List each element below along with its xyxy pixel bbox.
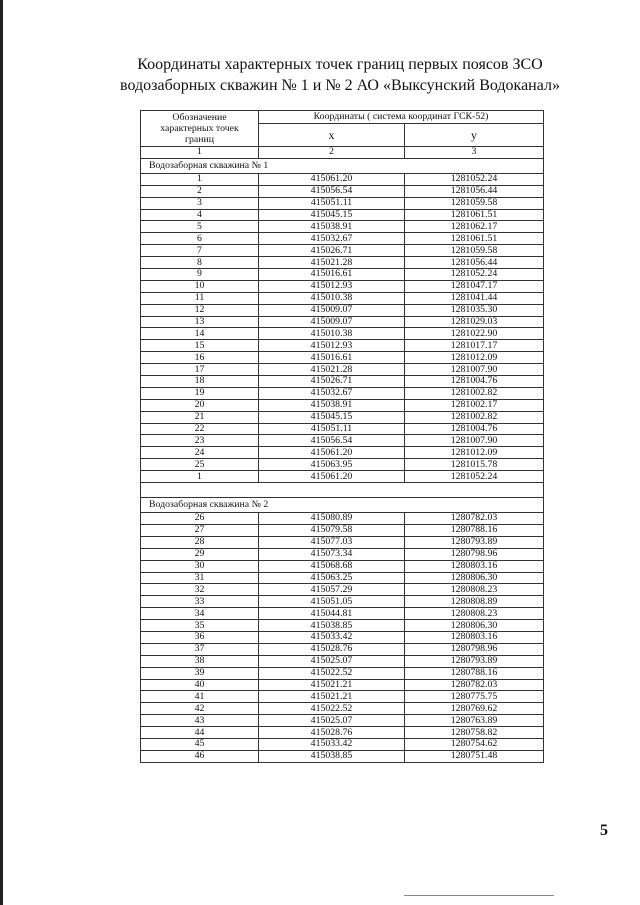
page-number: 5 (600, 822, 608, 839)
y-coordinate-cell: 1281056.44 (405, 185, 544, 197)
point-number-cell: 36 (141, 631, 259, 643)
y-coordinate-cell: 1281002.17 (405, 399, 544, 411)
y-coordinate-cell: 1281052.24 (405, 173, 544, 185)
table-row (141, 423, 544, 435)
title-line-1: Координаты характерных точек границ первых поясов ЗСО (137, 56, 543, 73)
point-number-cell: 17 (141, 364, 259, 376)
point-number-cell: 33 (141, 596, 259, 608)
x-coordinate-cell: 415038.91 (259, 399, 405, 411)
point-number-cell: 39 (141, 667, 259, 679)
table-row (141, 513, 544, 525)
x-coordinate-cell: 415056.54 (259, 185, 405, 197)
y-coordinate-cell: 1281004.76 (405, 423, 544, 435)
point-designation-header: Обозначение характерных точек границ (141, 111, 259, 147)
x-coordinate-cell: 415022.52 (259, 667, 405, 679)
x-coordinate-cell: 415009.07 (259, 304, 405, 316)
table-row (141, 524, 544, 536)
x-coordinate-cell: 415033.42 (259, 738, 405, 750)
x-coordinate-cell: 415063.95 (259, 459, 405, 471)
y-coordinate-cell: 1280788.16 (405, 667, 544, 679)
table-row (141, 292, 544, 304)
column-number-2: 2 (259, 147, 405, 159)
section-gap-cell (141, 483, 544, 498)
y-coordinate-cell: 1280758.82 (405, 727, 544, 739)
x-coordinate-cell: 415063.25 (259, 572, 405, 584)
y-coordinate-cell: 1280782.03 (405, 679, 544, 691)
y-coordinate-cell: 1281061.51 (405, 209, 544, 221)
point-number-cell: 11 (141, 292, 259, 304)
table-row (141, 399, 544, 411)
x-coordinate-cell: 415028.76 (259, 643, 405, 655)
table-row (141, 352, 544, 364)
y-coordinate-cell: 1281062.17 (405, 221, 544, 233)
table-row (141, 280, 544, 292)
x-coordinate-cell: 415077.03 (259, 536, 405, 548)
table-row (141, 316, 544, 328)
table-row (141, 536, 544, 548)
y-coordinate-cell: 1281007.90 (405, 364, 544, 376)
coordinates-table-body (141, 158, 544, 762)
y-coordinate-cell: 1281035.30 (405, 304, 544, 316)
table-row (141, 364, 544, 376)
y-coordinate-cell: 1280806.30 (405, 620, 544, 632)
point-number-cell: 19 (141, 387, 259, 399)
point-number-cell: 18 (141, 376, 259, 388)
table-row (141, 715, 544, 727)
x-coordinate-cell: 415033.42 (259, 631, 405, 643)
point-number-cell: 25 (141, 459, 259, 471)
point-number-cell: 46 (141, 750, 259, 762)
x-coordinate-cell: 415051.05 (259, 596, 405, 608)
point-number-cell: 13 (141, 316, 259, 328)
table-row (141, 679, 544, 691)
x-coordinate-cell: 415032.67 (259, 233, 405, 245)
point-number-cell: 10 (141, 280, 259, 292)
table-row (141, 548, 544, 560)
table-row (141, 376, 544, 388)
point-number-cell: 6 (141, 233, 259, 245)
x-coordinate-cell: 415028.76 (259, 727, 405, 739)
table-row (141, 738, 544, 750)
x-coordinate-cell: 415044.81 (259, 608, 405, 620)
x-coordinate-cell: 415045.15 (259, 411, 405, 423)
point-number-cell: 29 (141, 548, 259, 560)
x-coordinate-cell: 415026.71 (259, 245, 405, 257)
title-line-2: водозаборных скважин № 1 и № 2 АО «Выксунский Водоканал» (120, 77, 560, 94)
x-coordinate-cell: 415057.29 (259, 584, 405, 596)
x-coordinate-cell: 415056.54 (259, 435, 405, 447)
bottom-divider (404, 895, 554, 896)
y-coordinate-cell: 1281052.24 (405, 269, 544, 281)
x-coordinate-cell: 415012.93 (259, 340, 405, 352)
y-coordinate-cell: 1280793.89 (405, 536, 544, 548)
section-title-row (141, 158, 544, 173)
y-coordinate-cell: 1281052.24 (405, 471, 544, 483)
y-coordinate-cell: 1280788.16 (405, 524, 544, 536)
table-row (141, 655, 544, 667)
point-number-cell: 12 (141, 304, 259, 316)
table-row (141, 691, 544, 703)
point-number-cell: 21 (141, 411, 259, 423)
table-row (141, 572, 544, 584)
x-coordinate-cell: 415038.91 (259, 221, 405, 233)
point-number-cell: 37 (141, 643, 259, 655)
point-number-cell: 8 (141, 257, 259, 269)
y-coordinate-cell: 1281012.09 (405, 447, 544, 459)
section-title: Водозаборная скважина № 1 (141, 158, 544, 173)
y-coordinate-cell: 1281004.76 (405, 376, 544, 388)
point-number-cell: 5 (141, 221, 259, 233)
section-title-row (141, 498, 544, 513)
point-number-cell: 32 (141, 584, 259, 596)
x-coordinate-cell: 415051.11 (259, 423, 405, 435)
y-coordinate-cell: 1280763.89 (405, 715, 544, 727)
table-row (141, 435, 544, 447)
y-coordinate-cell: 1280769.62 (405, 703, 544, 715)
point-number-cell: 24 (141, 447, 259, 459)
x-header: x (259, 124, 405, 147)
x-coordinate-cell: 415061.20 (259, 173, 405, 185)
y-header: y (405, 124, 544, 147)
point-number-cell: 40 (141, 679, 259, 691)
point-number-cell: 22 (141, 423, 259, 435)
y-coordinate-cell: 1281002.82 (405, 387, 544, 399)
y-coordinate-cell: 1280793.89 (405, 655, 544, 667)
y-coordinate-cell: 1280754.62 (405, 738, 544, 750)
coordinates-table (140, 110, 544, 763)
point-number-cell: 16 (141, 352, 259, 364)
x-coordinate-cell: 415038.85 (259, 750, 405, 762)
y-coordinate-cell: 1281041.44 (405, 292, 544, 304)
point-number-cell: 2 (141, 185, 259, 197)
section-gap-row (141, 483, 544, 498)
table-row (141, 197, 544, 209)
x-coordinate-cell: 415079.58 (259, 524, 405, 536)
point-number-cell: 3 (141, 197, 259, 209)
x-coordinate-cell: 415026.71 (259, 376, 405, 388)
y-coordinate-cell: 1281056.44 (405, 257, 544, 269)
table-row (141, 643, 544, 655)
table-row (141, 447, 544, 459)
point-number-cell: 9 (141, 269, 259, 281)
table-row (141, 257, 544, 269)
y-coordinate-cell: 1281017.17 (405, 340, 544, 352)
point-number-cell: 4 (141, 209, 259, 221)
table-row (141, 596, 544, 608)
table-row (141, 608, 544, 620)
y-coordinate-cell: 1281029.03 (405, 316, 544, 328)
table-row (141, 703, 544, 715)
y-coordinate-cell: 1281012.09 (405, 352, 544, 364)
x-coordinate-cell: 415016.61 (259, 352, 405, 364)
table-row (141, 459, 544, 471)
table-row (141, 209, 544, 221)
table-row (141, 245, 544, 257)
point-number-cell: 30 (141, 560, 259, 572)
y-coordinate-cell: 1280782.03 (405, 513, 544, 525)
point-number-cell: 14 (141, 328, 259, 340)
y-coordinate-cell: 1280798.96 (405, 643, 544, 655)
table-row (141, 667, 544, 679)
column-number-3: 3 (405, 147, 544, 159)
table-row (141, 620, 544, 632)
point-number-cell: 23 (141, 435, 259, 447)
point-number-cell: 35 (141, 620, 259, 632)
y-coordinate-cell: 1280751.48 (405, 750, 544, 762)
y-coordinate-cell: 1280808.89 (405, 596, 544, 608)
x-coordinate-cell: 415022.52 (259, 703, 405, 715)
x-coordinate-cell: 415016.61 (259, 269, 405, 281)
y-coordinate-cell: 1281007.90 (405, 435, 544, 447)
x-coordinate-cell: 415080.89 (259, 513, 405, 525)
x-coordinate-cell: 415061.20 (259, 447, 405, 459)
table-row (141, 185, 544, 197)
table-row (141, 727, 544, 739)
document-title (110, 54, 570, 96)
point-number-cell: 20 (141, 399, 259, 411)
table-row (141, 221, 544, 233)
coordinate-system-header: Координаты ( система координат ГСК-52) (259, 111, 544, 124)
section-title: Водозаборная скважина № 2 (141, 498, 544, 513)
table-row (141, 560, 544, 572)
x-coordinate-cell: 415021.21 (259, 679, 405, 691)
x-coordinate-cell: 415068.68 (259, 560, 405, 572)
table-row (141, 173, 544, 185)
y-coordinate-cell: 1280803.16 (405, 560, 544, 572)
column-number-1: 1 (141, 147, 259, 159)
y-coordinate-cell: 1280798.96 (405, 548, 544, 560)
x-coordinate-cell: 415051.11 (259, 197, 405, 209)
table-row (141, 328, 544, 340)
table-row (141, 750, 544, 762)
y-coordinate-cell: 1281059.58 (405, 197, 544, 209)
point-number-cell: 31 (141, 572, 259, 584)
x-coordinate-cell: 415010.38 (259, 292, 405, 304)
x-coordinate-cell: 415025.07 (259, 715, 405, 727)
x-coordinate-cell: 415061.20 (259, 471, 405, 483)
y-coordinate-cell: 1281002.82 (405, 411, 544, 423)
point-number-cell: 41 (141, 691, 259, 703)
y-coordinate-cell: 1280803.16 (405, 631, 544, 643)
table-row (141, 471, 544, 483)
point-number-cell: 28 (141, 536, 259, 548)
table-row (141, 584, 544, 596)
x-coordinate-cell: 415025.07 (259, 655, 405, 667)
x-coordinate-cell: 415021.28 (259, 364, 405, 376)
y-coordinate-cell: 1280775.75 (405, 691, 544, 703)
point-number-cell: 27 (141, 524, 259, 536)
point-number-cell: 45 (141, 738, 259, 750)
table-row (141, 233, 544, 245)
point-number-cell: 7 (141, 245, 259, 257)
x-coordinate-cell: 415009.07 (259, 316, 405, 328)
table-row (141, 411, 544, 423)
point-number-cell: 44 (141, 727, 259, 739)
y-coordinate-cell: 1281061.51 (405, 233, 544, 245)
point-number-cell: 1 (141, 471, 259, 483)
y-coordinate-cell: 1280808.23 (405, 584, 544, 596)
point-number-cell: 43 (141, 715, 259, 727)
x-coordinate-cell: 415010.38 (259, 328, 405, 340)
table-row (141, 269, 544, 281)
point-number-cell: 1 (141, 173, 259, 185)
y-coordinate-cell: 1280808.23 (405, 608, 544, 620)
scan-edge-mark (0, 0, 3, 905)
point-number-cell: 42 (141, 703, 259, 715)
x-coordinate-cell: 415032.67 (259, 387, 405, 399)
point-number-cell: 34 (141, 608, 259, 620)
table-row (141, 340, 544, 352)
x-coordinate-cell: 415045.15 (259, 209, 405, 221)
y-coordinate-cell: 1281047.17 (405, 280, 544, 292)
x-coordinate-cell: 415038.85 (259, 620, 405, 632)
y-coordinate-cell: 1281015.78 (405, 459, 544, 471)
table-row (141, 631, 544, 643)
x-coordinate-cell: 415012.93 (259, 280, 405, 292)
table-row (141, 304, 544, 316)
x-coordinate-cell: 415021.21 (259, 691, 405, 703)
x-coordinate-cell: 415073.34 (259, 548, 405, 560)
y-coordinate-cell: 1281059.58 (405, 245, 544, 257)
x-coordinate-cell: 415021.28 (259, 257, 405, 269)
table-row (141, 387, 544, 399)
y-coordinate-cell: 1280806.30 (405, 572, 544, 584)
point-number-cell: 38 (141, 655, 259, 667)
point-number-cell: 15 (141, 340, 259, 352)
y-coordinate-cell: 1281022.90 (405, 328, 544, 340)
point-number-cell: 26 (141, 513, 259, 525)
